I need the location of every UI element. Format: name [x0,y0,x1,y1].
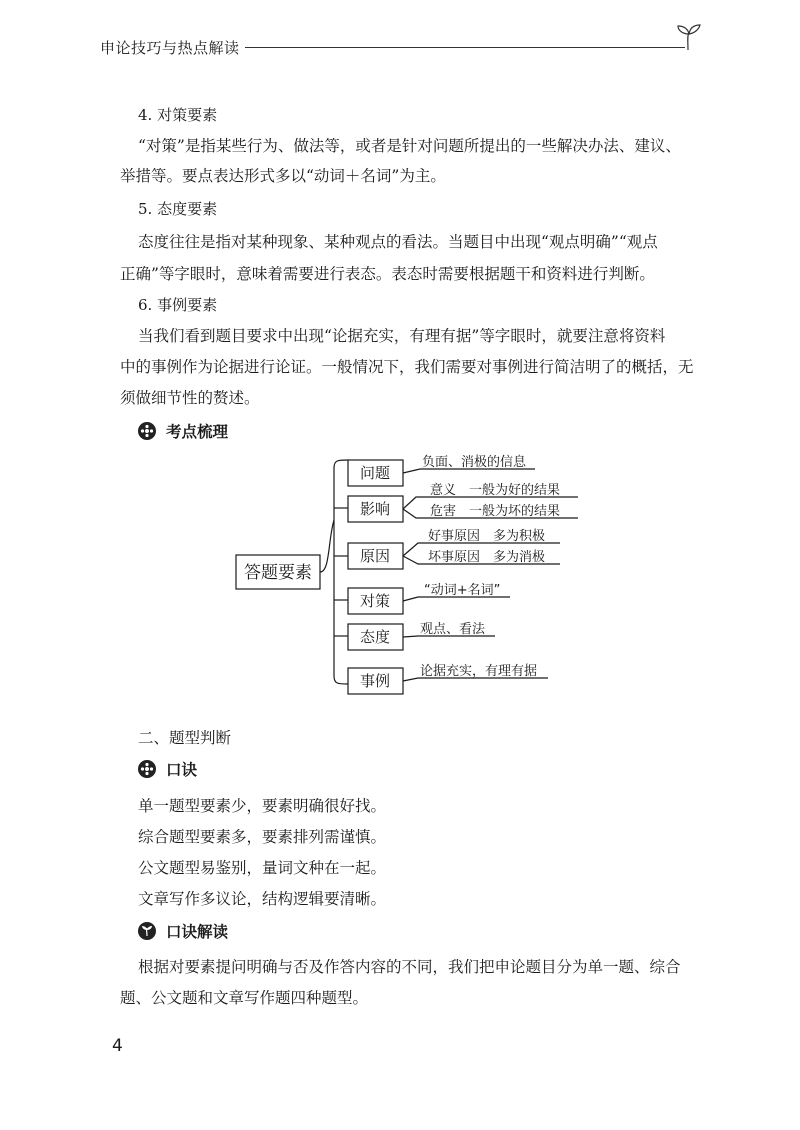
section-kaodian [138,420,228,442]
section-kaodian-label: 考点梳理 [166,423,229,441]
paragraph-line: 须做细节性的赘述。 [120,389,260,407]
branch-label: 问题 [359,464,391,482]
rhyme-line: 单一题型要素少，要素明确很好找。 [138,797,387,815]
flower-icon [138,760,156,778]
section-jiedu-label: 口诀解读 [166,923,229,941]
page-number: 4 [112,1036,123,1056]
part2-title: 二、题型判断 [138,729,232,747]
paragraph-line: 举措等。要点表达形式多以“动词＋名词”为主。 [120,167,446,185]
mind-map [0,440,800,710]
branch-label: 原因 [359,547,391,565]
paragraph-line: 态度往往是指对某种现象、某种观点的看法。当题目中出现“观点明确”“观点 [138,233,658,251]
leaf-icon [138,922,156,940]
section-jiedu [138,920,228,942]
paragraph-line: 题、公文题和文章写作题四种题型。 [120,989,369,1007]
section-koujue [138,758,197,780]
heading-attitude: 5. 态度要素 [138,200,218,218]
branch-note: 意义 一般为好的结果 [430,483,561,498]
rhyme-line: 综合题型要素多，要素排列需谨慎。 [138,828,387,846]
running-header: 申论技巧与热点解读 [100,39,240,57]
mindmap-root-label: 答题要素 [244,563,312,583]
heading-example: 6. 事例要素 [138,296,218,314]
flower-icon [138,422,156,440]
section-koujue-label: 口诀 [166,761,198,779]
branch-note: 好事原因 多为积极 [428,529,546,544]
paragraph-line: 正确”等字眼时，意味着需要进行表态。表态时需要根据题干和资料进行判断。 [120,265,655,283]
header-rule [245,47,685,48]
branch-note: “动词+名词” [424,583,501,598]
paragraph-line: 中的事例作为论据进行论证。一般情况下，我们需要对事例进行简洁明了的概括，无 [120,358,694,376]
branch-label: 对策 [359,592,391,610]
sprout-icon [674,22,704,52]
branch-note: 观点、看法 [420,622,486,637]
branch-note: 论据充实，有理有据 [420,664,538,679]
paragraph-line: “对策”是指某些行为、做法等，或者是针对问题所提出的一些解决办法、建议、 [138,137,681,155]
branch-note: 坏事原因 多为消极 [428,550,546,565]
branch-label: 影响 [359,500,391,518]
branch-label: 事例 [359,672,391,690]
paragraph-line: 当我们看到题目要求中出现“论据充实，有理有据”等字眼时，就要注意将资料 [138,327,666,345]
branch-note: 危害 一般为坏的结果 [430,504,561,519]
rhyme-line: 文章写作多议论，结构逻辑要清晰。 [138,890,387,908]
rhyme-line: 公文题型易鉴别，量词文种在一起。 [138,859,387,877]
heading-countermeasure: 4. 对策要素 [138,106,218,124]
branch-note: 负面、消极的信息 [422,455,527,470]
paragraph-line: 根据对要素提问明确与否及作答内容的不同，我们把申论题目分为单一题、综合 [138,958,681,976]
branch-label: 态度 [359,628,391,646]
